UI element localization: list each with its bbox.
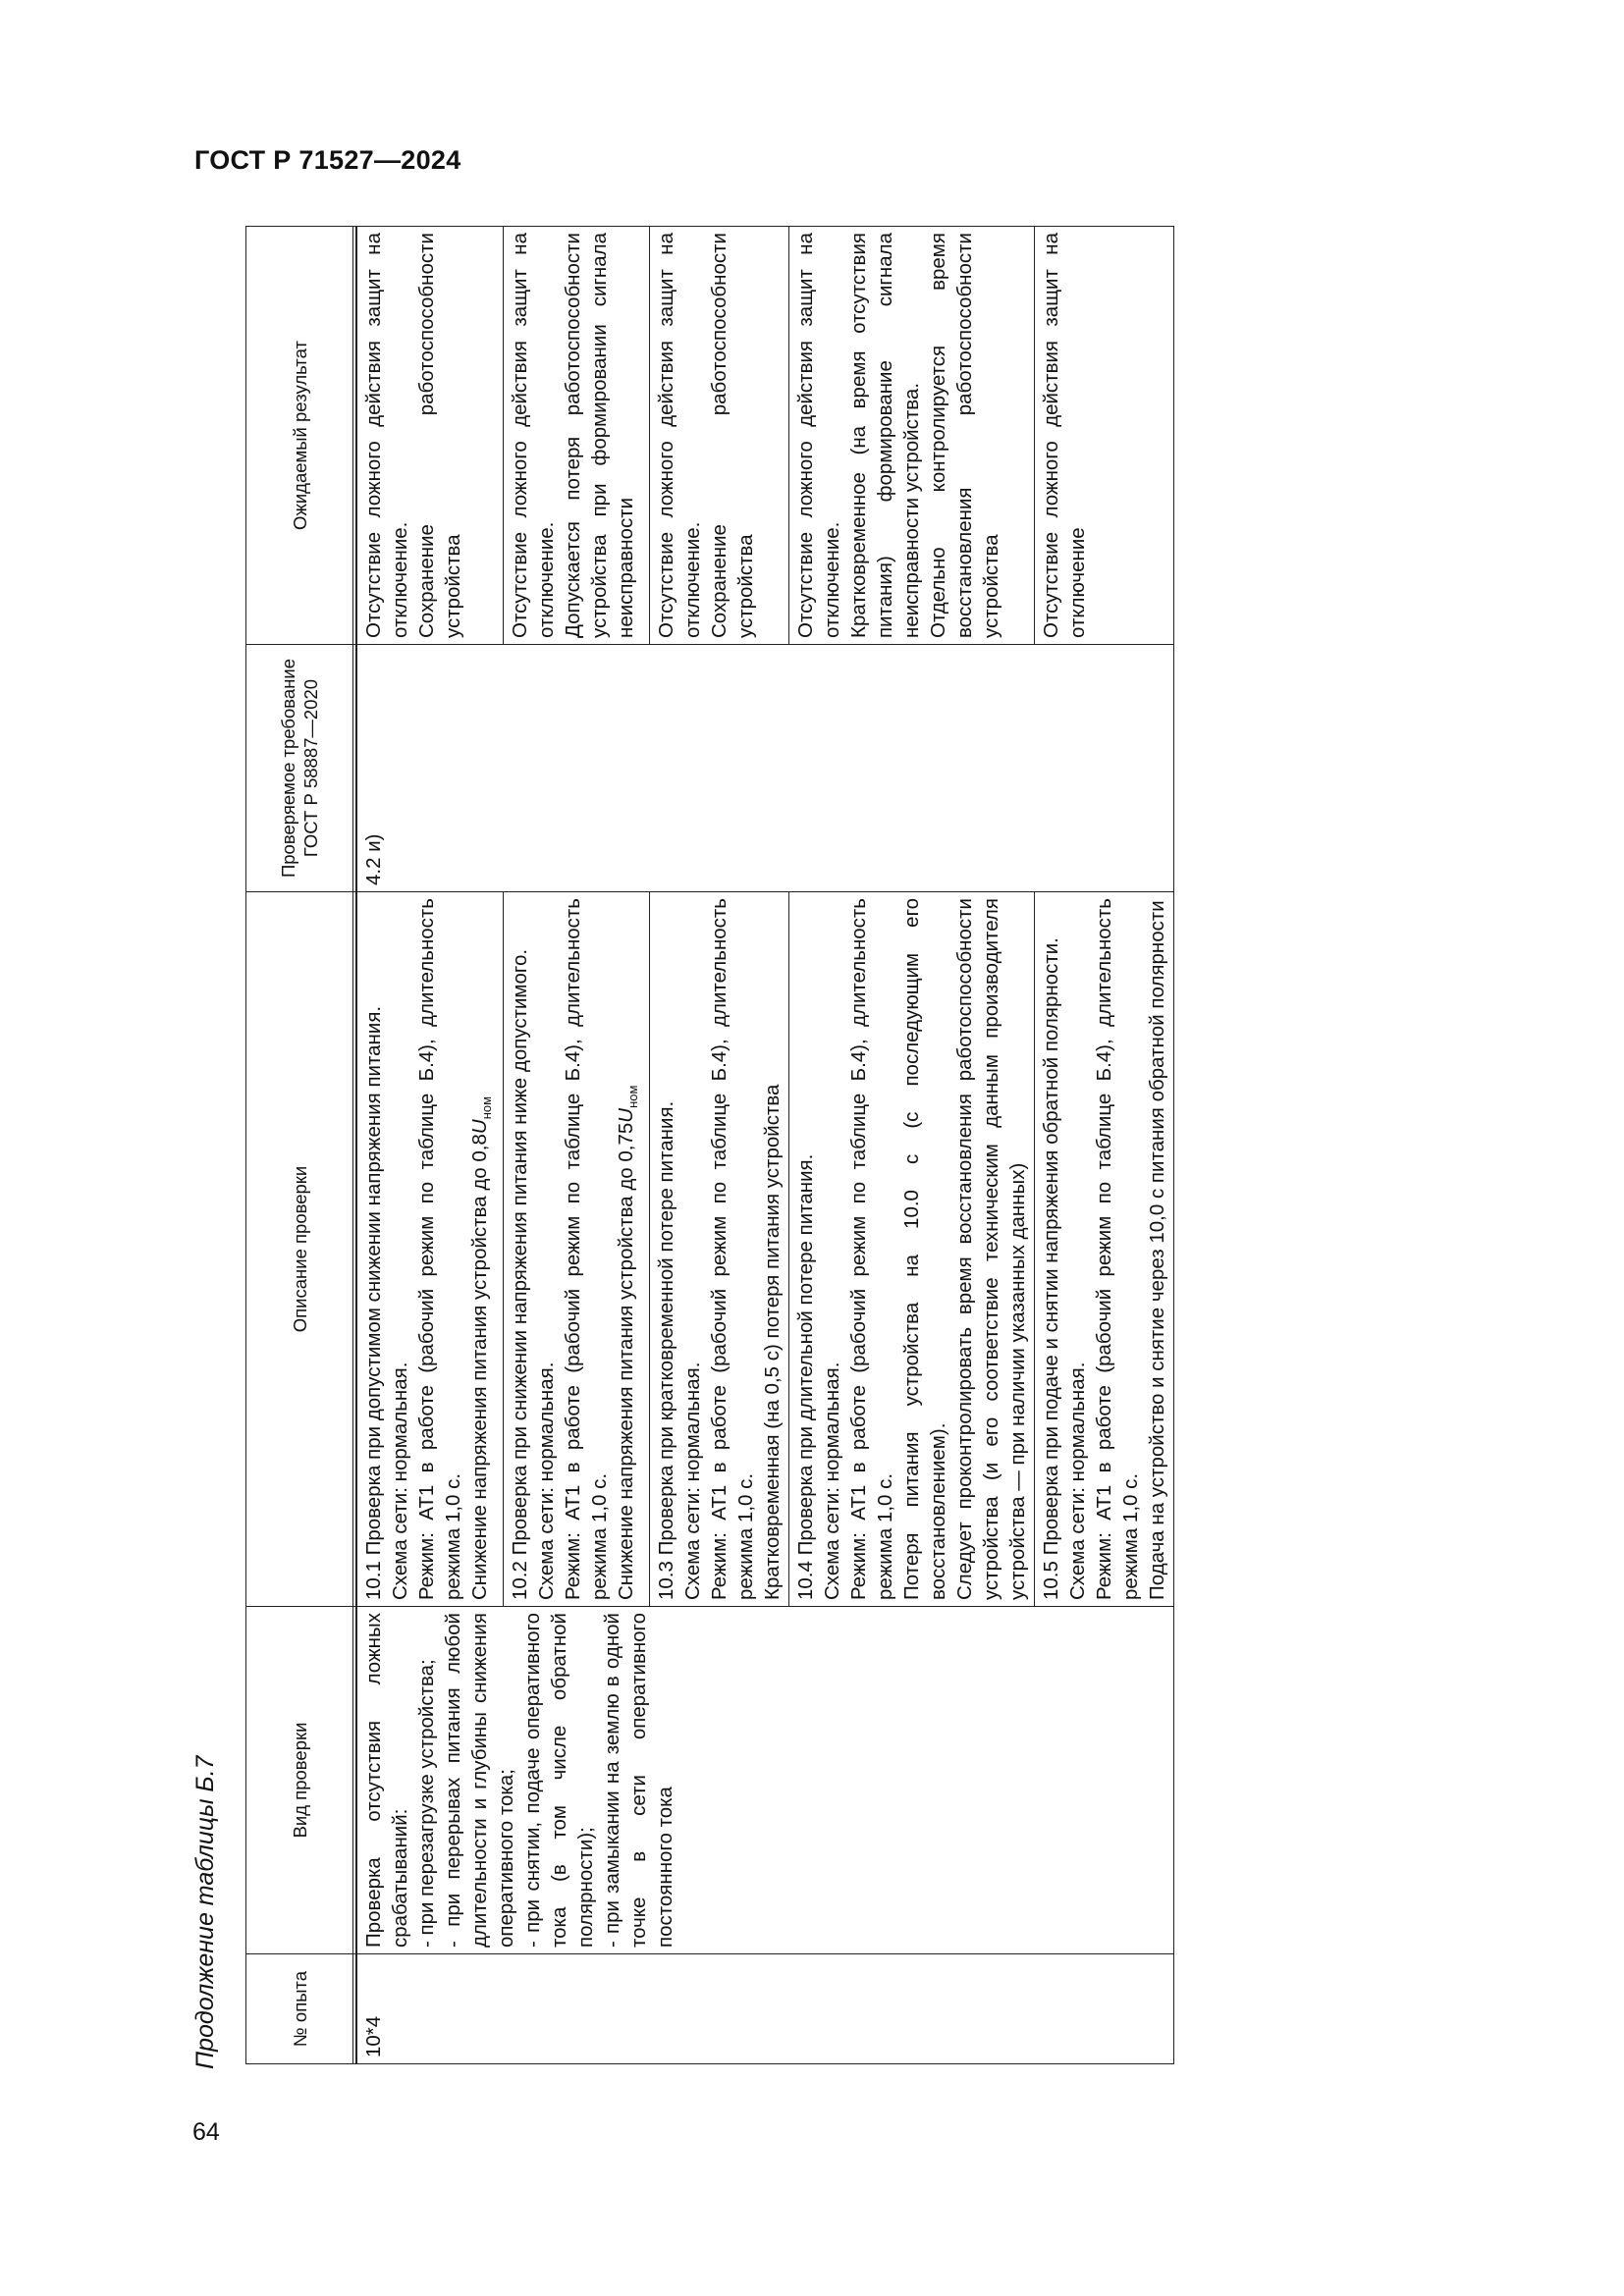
- col-header-requirement: Проверяемое требование ГОСТ Р 58887—2020: [246, 645, 353, 892]
- description-cell: [504, 892, 650, 1607]
- description-cell: [789, 892, 1035, 1607]
- description-line: 10.3 Проверка при кратковременной потере питания.: [655, 1100, 678, 1600]
- col-header-check-kind: Вид проверки: [246, 1607, 353, 1954]
- description-line: Потеря питания устройства на 10.0 с (с последующим его восстановлением).: [900, 898, 950, 1600]
- check-kind-line: Проверка отсутствия ложных срабатываний:: [362, 1613, 411, 1948]
- description-cell: [356, 892, 504, 1607]
- result-cell: [650, 227, 789, 645]
- result-cell: [1035, 227, 1174, 645]
- check-kind-cell: [356, 1607, 1174, 1954]
- description-line: Схема сети: нормальная.: [821, 1362, 844, 1600]
- description-line: 10.5 Проверка при подаче и снятии напряжения обратной полярности.: [1040, 937, 1063, 1600]
- check-kind-line: - при перерывах питания любой длительности и глубины снижения оперативного тока;: [442, 1613, 517, 1948]
- description-line: Схема сети: нормальная.: [389, 1362, 411, 1600]
- rotated-table-wrapper: [245, 227, 1350, 2064]
- description-line: Следует проконтролировать время восстановления работоспособности устройства (и его соответствие техническим данным производителя устройства — при наличии указанных данных): [953, 898, 1030, 1600]
- voltage-text: Снижение напряжения питания устройства до 0,75: [615, 1122, 638, 1600]
- result-line: Кратковременное (на время отсутствия питания) формирование сигнала неисправности устройства.: [847, 233, 924, 638]
- result-line: Отсутствие ложного действия защит на отключение.: [794, 233, 844, 638]
- result-line: Допускается потеря работоспособности устройства при формировании сигнала неисправности: [562, 233, 638, 638]
- description-line: 10.1 Проверка при допустимом снижении напряжения питания.: [362, 1005, 385, 1600]
- page-number: 64: [192, 2118, 220, 2146]
- description-cell: [650, 892, 789, 1607]
- requirement-cell: 4.2 и): [356, 645, 1174, 892]
- test-table: [245, 226, 1174, 2064]
- col-header-description: Описание проверки: [246, 892, 353, 1607]
- document-header: ГОСТ Р 71527—2024: [194, 145, 461, 175]
- description-line: Кратковременная (на 0,5 с) потеря питания устройства: [761, 1084, 785, 1600]
- voltage-subscript: ном: [625, 1085, 641, 1108]
- description-line: Режим: АТ1 в работе (рабочий режим по таблице Б.4), длительность режима 1,0 с.: [708, 898, 758, 1600]
- description-line: Подача на устройство и снятие через 10,0 с питания обратной полярности: [1146, 900, 1169, 1600]
- check-kind-line: - при снятии, подаче оперативного тока (в том числе обратной полярности);: [521, 1613, 597, 1948]
- voltage-text: Снижение напряжения питания устройства до 0,8: [468, 1134, 491, 1600]
- check-kind-line: - при замыкании на землю в одной точке в сети оперативного постоянного тока: [601, 1613, 677, 1948]
- result-cell: [789, 227, 1035, 645]
- result-line: Отсутствие ложного действия защит на отключение.: [655, 233, 705, 638]
- description-line: Схема сети: нормальная.: [681, 1362, 705, 1600]
- description-line: Схема сети: нормальная.: [535, 1362, 559, 1600]
- description-line: Схема сети: нормальная.: [1066, 1362, 1090, 1600]
- result-line: Отсутствие ложного действия защит на отключение.: [509, 233, 559, 638]
- description-line: 10.4 Проверка при длительной потере питания.: [794, 1153, 818, 1600]
- voltage-symbol: U: [468, 1119, 491, 1135]
- experiment-number: 10*4: [356, 1954, 1174, 2064]
- voltage-symbol: U: [615, 1107, 638, 1123]
- col-header-result: Ожидаемый результат: [246, 227, 353, 645]
- check-kind-line: - при перезагрузке устройства;: [415, 1659, 438, 1948]
- description-line: Режим: АТ1 в работе (рабочий режим по таблице Б.4), длительность режима 1,0 с.: [1093, 898, 1143, 1600]
- description-line: Режим: АТ1 в работе (рабочий режим по таблице Б.4), длительность режима 1,0 с.: [562, 898, 612, 1600]
- table-caption: Продолжение таблицы Б.7: [191, 1755, 219, 2069]
- result-line: Отсутствие ложного действия защит на отключение: [1040, 233, 1090, 638]
- table-header-row: [246, 227, 353, 2064]
- description-line: Режим: АТ1 в работе (рабочий режим по таблице Б.4), длительность режима 1,0 с.: [847, 898, 897, 1600]
- result-cell: [504, 227, 650, 645]
- description-cell: [1035, 892, 1174, 1607]
- result-line: Отсутствие ложного действия защит на отключение.: [362, 233, 411, 638]
- table-row: [356, 227, 504, 2064]
- description-line: [466, 898, 500, 1600]
- description-line: Режим: АТ1 в работе (рабочий режим по таблице Б.4), длительность режима 1,0 с.: [415, 898, 464, 1600]
- result-cell: [356, 227, 504, 645]
- voltage-subscript: ном: [479, 1095, 495, 1120]
- result-line: Сохранение работоспособности устройства: [415, 233, 464, 638]
- col-header-number: № опыта: [246, 1954, 353, 2064]
- result-line: Сохранение работоспособности устройства: [708, 233, 758, 638]
- result-line: Отдельно контролируется время восстановления работоспособности устройства: [927, 233, 1003, 638]
- description-line: [613, 898, 646, 1600]
- description-line: 10.2 Проверка при снижении напряжения питания ниже допустимого.: [509, 948, 532, 1600]
